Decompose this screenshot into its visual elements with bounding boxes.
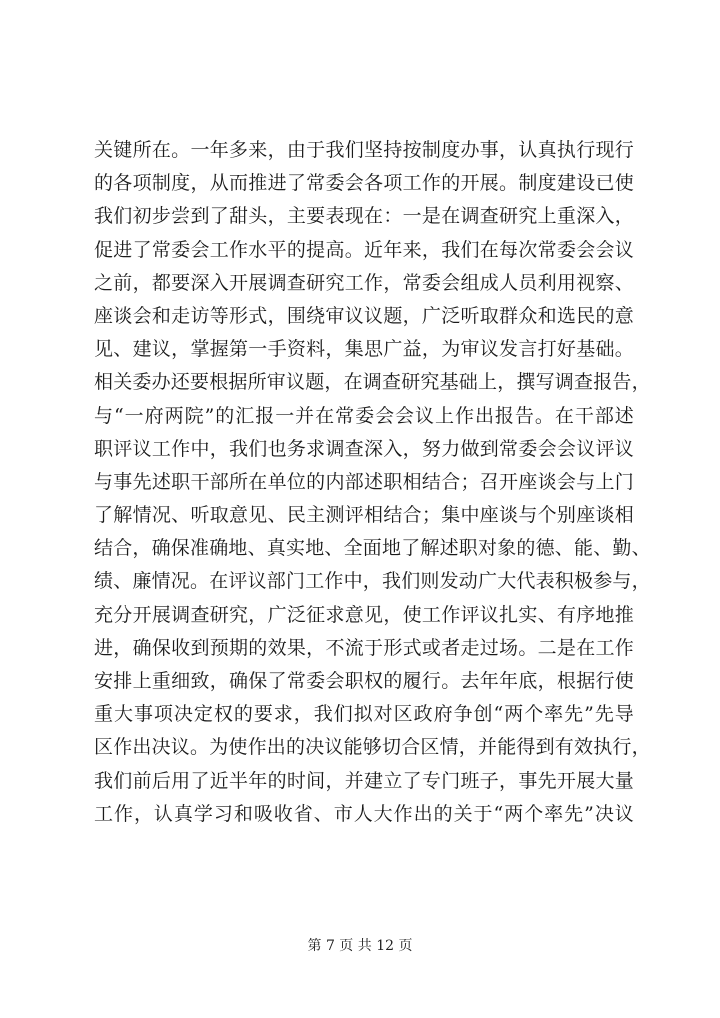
body-text xyxy=(94,134,651,831)
text-line: 了解情况、听取意见、民主测评相结合；集中座谈与个别座谈相 xyxy=(94,504,634,527)
text-line: 我们前后用了近半年的时间，并建立了专门班子，事先开展大量 xyxy=(94,769,634,792)
text-line: 结合，确保准确地、真实地、全面地了解述职对象的德、能、勤、 xyxy=(94,537,651,560)
text-line: 区作出决议。为使作出的决议能够切合区情，并能得到有效执行， xyxy=(94,736,651,759)
text-line: 与事先述职干部所在单位的内部述职相结合；召开座谈会与上门 xyxy=(94,470,634,493)
text-line: 相关委办还要根据所审议题，在调查研究基础上，撰写调查报告， xyxy=(94,371,651,394)
text-line: 安排上重细致，确保了常委会职权的履行。去年年底，根据行使 xyxy=(94,670,634,692)
page-number-footer: 第 7 页 共 12 页 xyxy=(307,938,413,954)
text-line: 绩、廉情况。在评议部门工作中，我们则发动广大代表积极参与， xyxy=(94,570,651,593)
text-line: 我们初步尝到了甜头，主要表现在：一是在调查研究上重深入， xyxy=(94,205,634,228)
text-line: 职评议工作中，我们也务求调查深入，努力做到常委会会议评议 xyxy=(94,437,634,460)
text-line: 重大事项决定权的要求，我们拟对区政府争创“两个率先”先导 xyxy=(94,703,634,726)
text-line: 关键所在。一年多来，由于我们坚持按制度办事，认真执行现行 xyxy=(94,139,634,161)
text-line: 与“一府两院”的汇报一并在常委会会议上作出报告。在干部述 xyxy=(94,404,634,427)
text-line: 促进了常委会工作水平的提高。近年来，我们在每次常委会会议 xyxy=(94,238,634,261)
text-line: 进，确保收到预期的效果，不流于形式或者走过场。二是在工作 xyxy=(94,636,634,659)
text-line: 见、建议，掌握第一手资料，集思广益，为审议发言打好基础。 xyxy=(94,338,634,361)
text-line: 座谈会和走访等形式，围绕审议议题，广泛听取群众和选民的意 xyxy=(94,304,634,327)
text-line: 的各项制度，从而推进了常委会各项工作的开展。制度建设已使 xyxy=(94,172,634,195)
text-line: 充分开展调查研究，广泛征求意见，使工作评议扎实、有序地推 xyxy=(94,603,634,626)
text-line: 之前，都要深入开展调查研究工作，常委会组成人员利用视察、 xyxy=(94,271,634,294)
text-line: 工作，认真学习和吸收省、市人大作出的关于“两个率先”决议 xyxy=(94,802,634,825)
